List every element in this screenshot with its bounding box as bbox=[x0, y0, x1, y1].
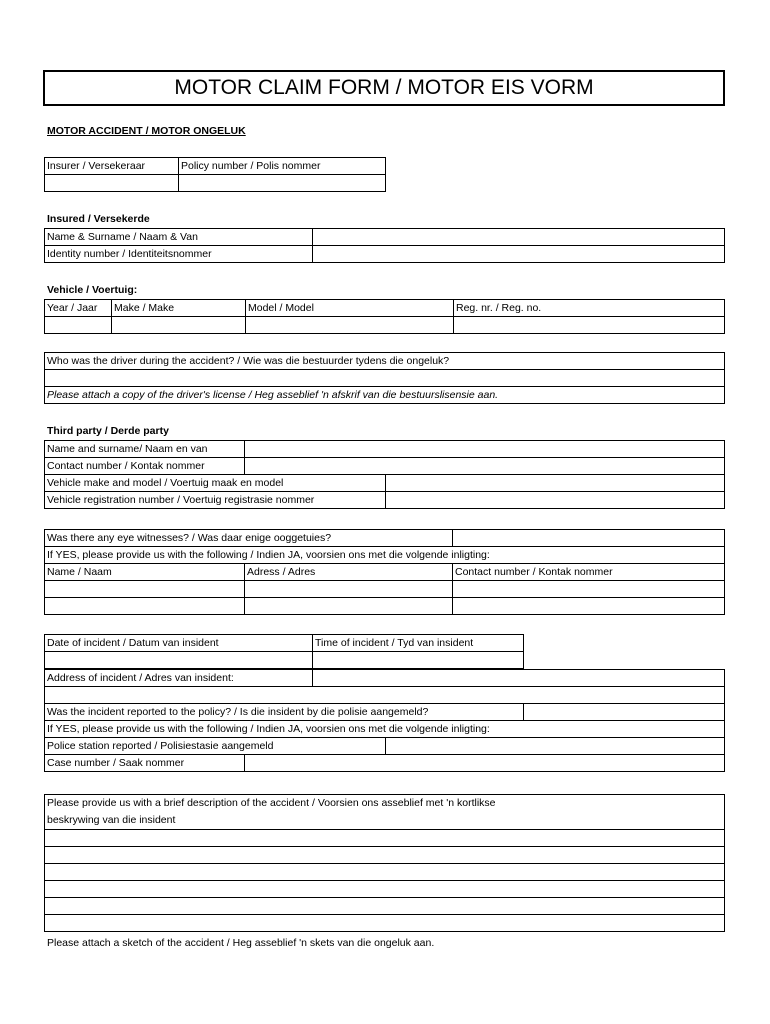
witnesses-table bbox=[44, 529, 725, 615]
witness-name-field[interactable] bbox=[45, 598, 245, 615]
vehicle-table bbox=[44, 299, 725, 334]
witness-address-label: Adress / Adres bbox=[245, 564, 453, 581]
driver-license-note: Please attach a copy of the driver's license / Heg asseblief 'n afskrif van die bestuurslisensie aan. bbox=[45, 387, 725, 404]
description-line[interactable] bbox=[45, 881, 725, 898]
driver-field[interactable] bbox=[45, 370, 725, 387]
driver-table bbox=[44, 352, 725, 404]
insurer-table bbox=[44, 157, 386, 192]
case-number-field[interactable] bbox=[245, 755, 725, 772]
incident-reported-question: Was the incident reported to the policy? / Is die insident by die polisie aangemeld? bbox=[45, 704, 524, 721]
witness-name-field[interactable] bbox=[45, 581, 245, 598]
witnesses-if-yes: If YES, please provide us with the following / Indien JA, voorsien ons met die volgende inligting: bbox=[45, 547, 725, 564]
description-line[interactable] bbox=[45, 864, 725, 881]
policy-number-field[interactable] bbox=[179, 175, 386, 192]
insured-name-field[interactable] bbox=[313, 229, 725, 246]
witness-contact-field[interactable] bbox=[453, 598, 725, 615]
third-party-heading: Third party / Derde party bbox=[47, 425, 169, 437]
insured-heading: Insured / Versekerde bbox=[47, 213, 150, 225]
witness-contact-label: Contact number / Kontak nommer bbox=[453, 564, 725, 581]
vehicle-make-field[interactable] bbox=[112, 317, 246, 334]
incident-address-field[interactable] bbox=[313, 670, 725, 687]
incident-address-field-2[interactable] bbox=[45, 687, 725, 704]
description-line[interactable] bbox=[45, 915, 725, 932]
form-title: MOTOR CLAIM FORM / MOTOR EIS VORM bbox=[43, 70, 725, 106]
description-prompt-line2: beskrywing van die insident bbox=[47, 814, 176, 826]
insured-name-label: Name & Surname / Naam & Van bbox=[45, 229, 313, 246]
incident-date-field[interactable] bbox=[45, 652, 313, 669]
description-table bbox=[44, 794, 725, 932]
third-party-name-field[interactable] bbox=[245, 441, 725, 458]
driver-question: Who was the driver during the accident? / Wie was die bestuurder tydens die ongeluk? bbox=[45, 353, 725, 370]
police-station-field[interactable] bbox=[386, 738, 725, 755]
third-party-contact-field[interactable] bbox=[245, 458, 725, 475]
witness-name-label: Name / Naam bbox=[45, 564, 245, 581]
incident-address-label: Address of incident / Adres van insident: bbox=[45, 670, 313, 687]
witness-contact-field[interactable] bbox=[453, 581, 725, 598]
insured-id-label: Identity number / Identiteitsnommer bbox=[45, 246, 313, 263]
insurer-label: Insurer / Versekeraar bbox=[45, 158, 179, 175]
policy-number-label: Policy number / Polis nommer bbox=[179, 158, 386, 175]
third-party-reg-label: Vehicle registration number / Voertuig registrasie nommer bbox=[45, 492, 386, 509]
incident-time-field[interactable] bbox=[313, 652, 524, 669]
vehicle-year-label: Year / Jaar bbox=[45, 300, 112, 317]
police-station-label: Police station reported / Polisiestasie aangemeld bbox=[45, 738, 386, 755]
incident-table bbox=[44, 669, 725, 772]
vehicle-model-label: Model / Model bbox=[246, 300, 454, 317]
vehicle-reg-label: Reg. nr. / Reg. no. bbox=[454, 300, 725, 317]
third-party-vehicle-label: Vehicle make and model / Voertuig maak en model bbox=[45, 475, 386, 492]
vehicle-model-field[interactable] bbox=[246, 317, 454, 334]
description-line[interactable] bbox=[45, 898, 725, 915]
vehicle-make-label: Make / Make bbox=[112, 300, 246, 317]
insured-table bbox=[44, 228, 725, 263]
description-line[interactable] bbox=[45, 830, 725, 847]
vehicle-heading: Vehicle / Voertuig: bbox=[47, 284, 138, 296]
section-accident-heading: MOTOR ACCIDENT / MOTOR ONGELUK bbox=[47, 125, 246, 137]
incident-date-label: Date of incident / Datum van insident bbox=[45, 635, 313, 652]
insured-id-field[interactable] bbox=[313, 246, 725, 263]
insurer-field[interactable] bbox=[45, 175, 179, 192]
vehicle-reg-field[interactable] bbox=[454, 317, 725, 334]
incident-reported-answer[interactable] bbox=[524, 704, 725, 721]
witness-address-field[interactable] bbox=[245, 598, 453, 615]
incident-datetime-table bbox=[44, 634, 524, 669]
third-party-table bbox=[44, 440, 725, 509]
third-party-reg-field[interactable] bbox=[386, 492, 725, 509]
witness-address-field[interactable] bbox=[245, 581, 453, 598]
description-line[interactable] bbox=[45, 847, 725, 864]
third-party-vehicle-field[interactable] bbox=[386, 475, 725, 492]
description-prompt-line1: Please provide us with a brief description of the accident / Voorsien ons asseblief met 'n kortlikse bbox=[47, 797, 496, 809]
witnesses-answer-field[interactable] bbox=[453, 530, 725, 547]
third-party-name-label: Name and surname/ Naam en van bbox=[45, 441, 245, 458]
incident-time-label: Time of incident / Tyd van insident bbox=[313, 635, 524, 652]
third-party-contact-label: Contact number / Kontak nommer bbox=[45, 458, 245, 475]
sketch-note: Please attach a sketch of the accident / Heg asseblief 'n skets van die ongeluk aan. bbox=[47, 937, 435, 949]
witnesses-question: Was there any eye witnesses? / Was daar enige ooggetuies? bbox=[45, 530, 453, 547]
vehicle-year-field[interactable] bbox=[45, 317, 112, 334]
incident-if-yes: If YES, please provide us with the following / Indien JA, voorsien ons met die volgende inligting: bbox=[45, 721, 725, 738]
case-number-label: Case number / Saak nommer bbox=[45, 755, 245, 772]
description-prompt bbox=[45, 795, 725, 830]
